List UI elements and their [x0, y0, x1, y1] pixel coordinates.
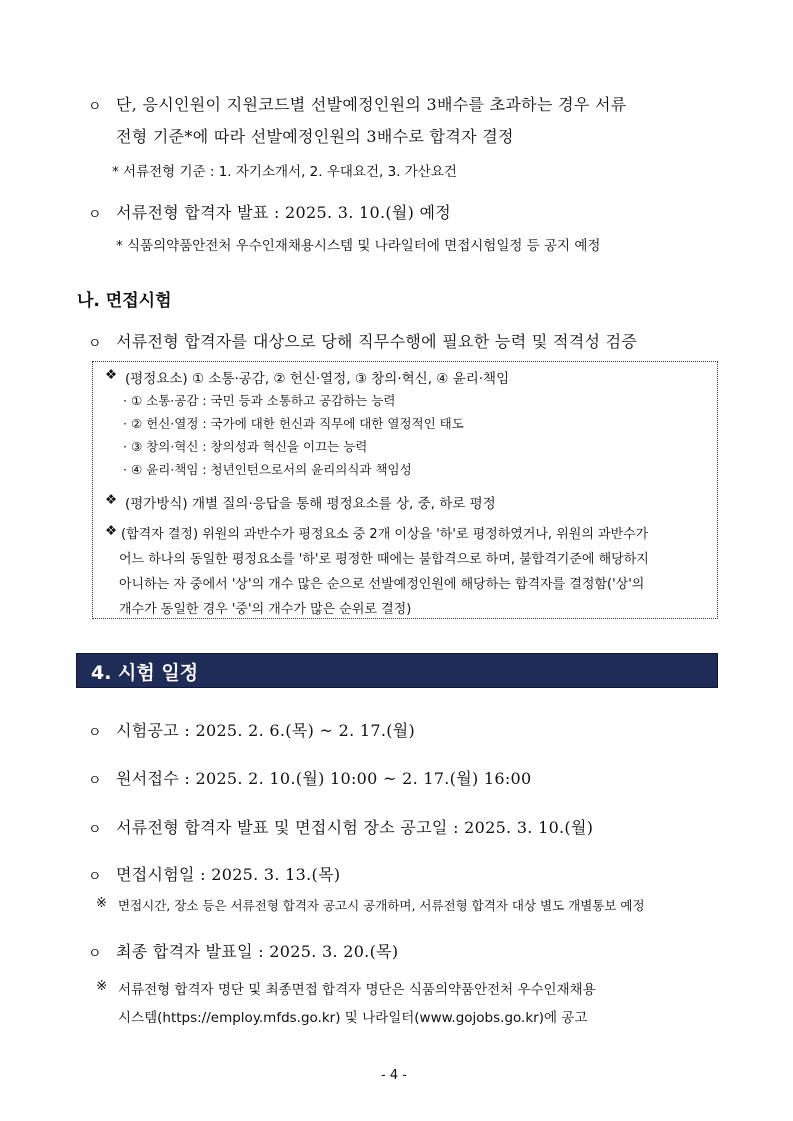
final-result-date: 최종 합격자 발표일 : 2025. 3. 20.(목): [116, 942, 399, 961]
decision-text-line: 개수가 동일한 경우 '중'의 개수가 많은 순위로 결정): [119, 602, 412, 617]
decision-text-line: 아니하는 자 중에서 '상'의 개수 많은 순으로 선발예정인원에 해당하는 합격자를 결정함('상'의: [119, 577, 645, 592]
schedule-item: 면접시험일 : 2025. 3. 13.(목): [116, 865, 341, 884]
reference-mark-icon: ※: [96, 978, 108, 994]
circle-bullet-icon: ㅇ: [88, 946, 102, 962]
interview-purpose-text: 서류전형 합격자를 대상으로 당해 직무수행에 필요한 능력 및 적격성 검증: [116, 332, 638, 351]
diamond-bullet-icon: ❖: [105, 492, 118, 508]
schedule-item: 시험공고 : 2025. 2. 6.(목) ~ 2. 17.(월): [116, 721, 416, 740]
page-number: - 4 -: [381, 1068, 407, 1083]
schedule-item: 서류전형 합격자 발표 및 면접시험 장소 공고일 : 2025. 3. 10.(월): [116, 818, 594, 837]
result-list-note: 서류전형 합격자 명단 및 최종면접 합격자 명단은 식품의약품안전처 우수인재채용: [118, 982, 596, 998]
result-list-note-cont: 시스템(https://employ.mfds.go.kr) 및 나라일터(www.gojobs.go.kr)에 공고: [118, 1010, 588, 1026]
document-result-announcement: 서류전형 합격자 발표 : 2025. 3. 10.(월) 예정: [116, 203, 452, 222]
eval-element-item: · ② 헌신·열정 : 국가에 대한 헌신과 직무에 대한 열정적인 태도: [123, 416, 464, 431]
eval-element-item: · ① 소통·공감 : 국민 등과 소통하고 공감하는 능력: [123, 393, 396, 408]
eval-elements-title: (평정요소) ① 소통·공감, ② 헌신·열정, ③ 창의·혁신, ④ 윤리·책임: [125, 371, 510, 387]
interview-notice-note: 면접시간, 장소 등은 서류전형 합격자 공고시 공개하며, 서류전형 합격자 대상 별도 개별통보 예정: [118, 898, 645, 913]
circle-bullet-icon: ㅇ: [88, 207, 102, 223]
eval-element-item: · ③ 창의·혁신 : 창의성과 혁신을 이끄는 능력: [123, 439, 368, 454]
decision-text-line: 어느 하나의 동일한 평정요소를 '하'로 평정한 때에는 불합격으로 하며, 불합격기준에 해당하지: [119, 552, 649, 567]
circle-bullet-icon: ㅇ: [88, 99, 102, 115]
reference-mark-icon: ※: [96, 896, 107, 911]
schedule-item: 원서접수 : 2025. 2. 10.(월) 10:00 ~ 2. 17.(월) 16:00: [116, 769, 532, 788]
interview-heading: 나. 면접시험: [77, 291, 172, 311]
document-criteria-note: * 서류전형 기준 : 1. 자기소개서, 2. 우대요건, 3. 가산요건: [112, 164, 457, 180]
circle-bullet-icon: ㅇ: [88, 869, 102, 885]
section-header-schedule: [76, 653, 718, 688]
circle-bullet-icon: ㅇ: [88, 822, 102, 838]
announcement-note: * 식품의약품안전처 우수인재채용시스템 및 나라일터에 면접시험일정 등 공지 예정: [116, 238, 601, 254]
eval-element-item: · ④ 윤리·책임 : 청년인턴으로서의 윤리의식과 책임성: [123, 462, 412, 477]
section-title: 4. 시험 일정: [91, 662, 199, 684]
circle-bullet-icon: ㅇ: [88, 336, 102, 352]
eval-method-text: (평가방식) 개별 질의·응답을 통해 평정요소를 상, 중, 하로 평정: [125, 496, 496, 512]
diamond-bullet-icon: ❖: [105, 523, 118, 539]
decision-text-line: (합격자 결정) 위원의 과반수가 평정요소 중 2개 이상을 '하'로 평정하였거나, 위원의 과반수가: [121, 527, 649, 542]
diamond-bullet-icon: ❖: [105, 367, 118, 383]
interview-criteria-box: [92, 361, 718, 619]
selection-rule-text-cont: 전형 기준*에 따라 선발예정인원의 3배수로 합격자 결정: [116, 127, 514, 146]
circle-bullet-icon: ㅇ: [88, 725, 102, 741]
selection-rule-text: 단, 응시인원이 지원코드별 선발예정인원의 3배수를 초과하는 경우 서류: [116, 95, 627, 114]
circle-bullet-icon: ㅇ: [88, 773, 102, 789]
